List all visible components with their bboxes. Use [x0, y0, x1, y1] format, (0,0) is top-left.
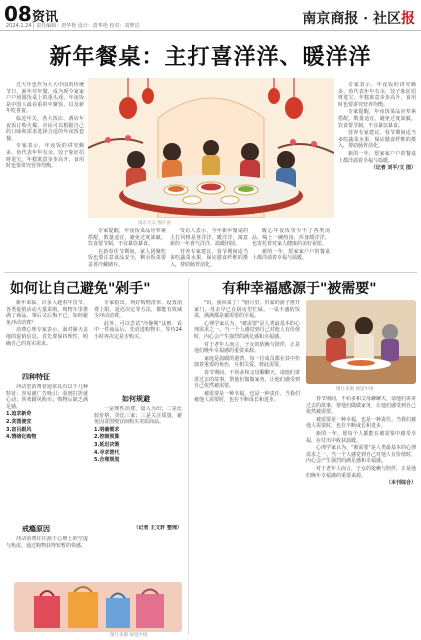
feature-col-2 — [88, 228, 166, 268]
right-col-1 — [194, 300, 300, 630]
paragraph: 专家表示，年夜饭的讲究颇多，鱼代表年年有余，饺子象征招财进宝，年糕寓意步步高升，食用时也要讲究营养均衡。 — [6, 143, 84, 170]
family-photo — [306, 300, 416, 384]
paragraph: 专家指出，列好购物清单、设置消费上限、延迟决定等方法，都能有效减少冲动消费。 — [94, 300, 182, 320]
paragraph: "妈，我回来了！"腊月里，归家的游子推开家门，母亲早已在厨房里忙碌。一桌丰盛的饭菜，满满都是被需要的幸福。 — [194, 300, 300, 320]
left-col-2 — [94, 300, 182, 390]
paragraph: 一是理性消费，量入为出；二是比较价格，货比三家；三是关注质量，避免因贪图便宜而购买劣质商品。 — [94, 406, 182, 426]
left-article-title: 如何让自己避免"剁手" — [10, 281, 151, 297]
paragraph: 专家表示，年夜饭的讲究颇多，鱼代表年年有余，饺子象征招财进宝，年糕寓意步步高升，食用时也要讲究营养均衡。 — [338, 82, 416, 108]
masthead-text: 南京商报 · 社区 — [302, 11, 401, 27]
subheading: 3.延迟决策 — [94, 441, 120, 448]
left-col-1c — [6, 536, 88, 576]
paragraph: 冲动型消费者通常具有以下几种特征：容易被广告吸引；看到打折就心动；喜欢跟风购买；购物后缺乏满足感。 — [6, 384, 88, 410]
right-article-title: 有种幸福感源于"被需要" — [222, 281, 377, 297]
feature-col-3 — [170, 228, 248, 268]
byline: （记者 刘平/文 图） — [370, 165, 416, 172]
paragraph: 被需要是一种幸福，也是一种责任。当我们被他人需要时，也在不断成长和进步。 — [306, 416, 416, 430]
paragraph: 新的一年，愿每个人都能在被需要中感受幸福，在付出中收获温暖。 — [306, 430, 416, 444]
feature-col-1 — [6, 82, 84, 218]
left-col-1b — [6, 384, 88, 474]
paragraph: 暖心年夜饭里少不了各类汤品，喝上一碗热汤，浑身暖洋洋，也寄托着对家人健康的美好祝愿。 — [252, 228, 330, 248]
subheading: 4.寻求替代 — [94, 449, 120, 456]
left-sec2-title: 戒瘾原因 — [22, 525, 50, 533]
paragraph: 家庭是温暖的港湾，每一位成员都在其中扮演着重要的角色，互相关爱、彼此需要。 — [194, 355, 300, 369]
paragraph: 受访人表示，今年新年餐桌的主打风格是喜洋洋、暖洋洋，寓意新的一年喜气洋洋、温暖团圆。 — [170, 228, 248, 248]
paragraph: 被需要是一种幸福，也是一种责任。当我们被他人需要时，也在不断成长和进步。 — [194, 390, 300, 404]
paragraph: 对于老年人而言，子女的依赖与陪伴，正是他们晚年幸福感的重要来源。 — [194, 341, 300, 355]
page-header — [0, 0, 421, 32]
byline: （本刊综合） — [385, 480, 416, 487]
right-col-2 — [306, 396, 416, 632]
paragraph: 新的一年，愿家家户户的餐桌上都洋溢着幸福与温暖。 — [252, 248, 330, 262]
left-sec1-title: 四种特征 — [22, 373, 50, 381]
paragraph: 春节期间，不妨多和父母聊聊天，请他们讲讲过去的故事，帮他们做做家务，让他们感受到自己依然被需要。 — [194, 369, 300, 390]
section-name: 资讯 — [32, 10, 59, 25]
column-divider — [188, 278, 189, 634]
paragraph: 此外，可以尝试"冷静期"法则：看中一件商品后，先放进购物车，等待24小时再决定是否购买。 — [94, 320, 182, 340]
paragraph: 消费心理专家表示，面对铺天盖地的促销信息，首先要保持理性，明确自己的真实需求。 — [6, 327, 88, 347]
paragraph: 心理学家认为，"被需要"是人类最基本的心理需求之一。当一个人感觉到自己对他人有价值时，内心会产生强烈的满足感和幸福感。 — [194, 320, 300, 340]
paragraph: 对于老年人而言，子女的依赖与陪伴，正是他们晚年幸福感的重要来源。 — [306, 465, 416, 479]
shopping-bags-photo — [14, 582, 182, 632]
masthead — [302, 8, 415, 28]
feature-col-5 — [338, 82, 416, 268]
subheading: 1.明确需求 — [94, 426, 120, 433]
subheading: 1.追求新奇 — [6, 411, 32, 418]
feature-col-4 — [252, 228, 330, 268]
illustration-caption: 南京大众 图片由 — [138, 221, 171, 226]
paragraph: 在新春佳节期间，家人团聚吃饭也要注意食品安全，剩余饭菜要妥善冷藏储存。 — [88, 248, 166, 268]
paragraph: 专家提醒，年夜饭菜品应荤素搭配、数量适宜，避免过度油腻。饮食要节制，不宜暴饮暴食。 — [338, 109, 416, 129]
paragraph: 冲动消费往往源于心理上的空虚与焦虑，通过购物获得短暂的快感。 — [6, 536, 88, 549]
paragraph: 营养专家建议，春节期间适当多吃蔬菜水果，保证膳食纤维的摄入，帮助肠胃消化。 — [338, 130, 416, 150]
left-col-1 — [6, 300, 88, 370]
paragraph: 新年来临，许多人趁着年货节、各类促销活动大量采购，购物车里堆满了商品，事后又后悔不已，如何避免冲动消费？ — [6, 300, 88, 326]
section-divider — [4, 272, 417, 273]
new-year-dinner-illustration — [88, 78, 334, 218]
subheading: 2.控制预算 — [94, 434, 120, 441]
feature-title: 新年餐桌：主打喜洋洋、暖洋洋 — [49, 44, 372, 70]
left-sec3-title: 如何规避 — [122, 395, 150, 403]
issue-meta: 2024.1.24 | 责任编辑：唐华艳 设计：唐华艳 校对：刘梦洁 — [6, 23, 140, 29]
header-rule — [0, 30, 421, 31]
left-photo-caption: 图片来源 视觉中国 — [110, 633, 148, 638]
paragraph: 心理学家认为，"被需要"是人类最基本的心理需求之一。当一个人感觉到自己对他人有价值时，内心会产生强烈的满足感和幸福感。 — [306, 445, 416, 465]
subheading: 2.贪图便宜 — [6, 418, 32, 425]
paragraph: 专家提醒，年夜饭菜品应荤素搭配、数量适宜，避免过度油腻。饮食要节制，不宜暴饮暴食。 — [88, 228, 166, 248]
subheading: 4.情绪化购物 — [6, 434, 37, 441]
paragraph: 春节期间，不妨多和父母聊聊天，请他们讲讲过去的故事，帮他们做做家务，让他们感受到自己依然被需要。 — [306, 396, 416, 416]
left-col-2b — [94, 406, 182, 522]
paragraph: 临近年关，各大饭店、酒店年夜饭订购火爆，市民可以根据自己的口味和需求选择合适的年夜饭套餐。 — [6, 115, 84, 142]
paragraph: 过大年也作为大大中国的传统节日，新年对年餐，成为现今家家户户团圆饭桌上的重头戏，年夜饭是中国人最看重的年聚饭，以及新年吃喜宴。 — [6, 82, 84, 115]
subheading: 3.盲目跟风 — [6, 426, 32, 433]
page-number: 08 — [4, 2, 32, 26]
right-photo-caption: 图片来源 视觉中国 — [336, 387, 374, 392]
left-byline — [94, 525, 182, 539]
paragraph: 营养专家建议，春节期间适当多吃蔬菜水果，保证膳食纤维的摄入，帮助肠胃消化。 — [170, 248, 248, 268]
masthead-logo-char: 报 — [401, 11, 415, 27]
subheading: 5.合理规划 — [94, 457, 120, 464]
paragraph: 新的一年，愿家家户户的餐桌上都洋溢着幸福与温暖。 — [338, 150, 416, 164]
byline: （记者 王文轩 整理） — [133, 525, 182, 531]
